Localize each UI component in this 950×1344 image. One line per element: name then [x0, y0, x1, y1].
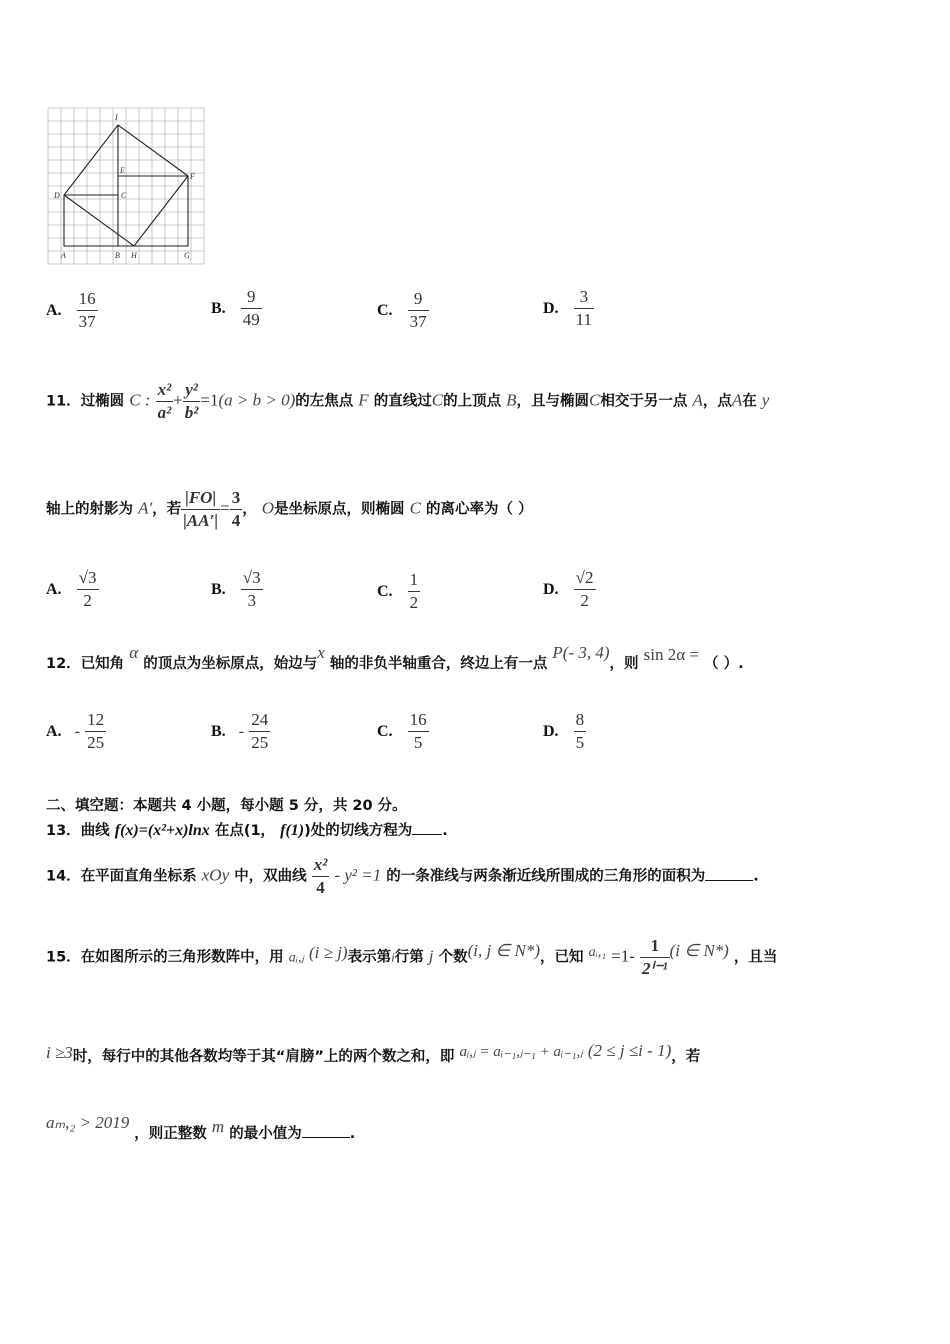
point-label-G: G	[184, 251, 190, 260]
frac-num: x²	[156, 380, 174, 402]
q11-text: ，点	[702, 393, 732, 410]
condition-i-ge-3: i ≥3	[46, 1043, 73, 1062]
option-label: C.	[377, 723, 393, 740]
point-label-H: H	[131, 251, 137, 260]
condition-1: (i ≥ j)	[308, 942, 348, 962]
a-ij: aᵢ,ⱼ	[288, 950, 304, 966]
origin-O: O	[261, 498, 275, 518]
option-label: D.	[543, 300, 559, 317]
frac-num: |FO|	[181, 488, 220, 510]
q13-text: 曲线	[80, 823, 110, 839]
option-denominator: 5	[413, 733, 423, 752]
geometry-figure	[45, 105, 207, 267]
frac-den: 4	[316, 878, 325, 897]
option-label: D.	[543, 581, 559, 598]
q13-text: )处的切线方程为	[304, 823, 413, 839]
q14-text: 的一条准线与两条渐近线所围成的三角形的面积为	[386, 868, 706, 885]
option-numerator: 8	[574, 710, 587, 732]
q11-text: 在	[742, 393, 757, 410]
condition-2: (i, j ∈ N*)	[467, 940, 540, 960]
option-denominator: 3	[247, 591, 256, 610]
q15-text: 在如图所示的三角形数阵中，用	[80, 949, 284, 966]
frac-den: 4	[231, 511, 241, 530]
option-label: C.	[377, 302, 393, 319]
hyperbola-rest: - y² =1	[334, 865, 382, 885]
option-numerator: 16	[408, 710, 429, 732]
question-number: 11．	[46, 393, 81, 410]
option-denominator: 37	[78, 312, 96, 331]
q14-line	[46, 855, 759, 898]
q15-line-1	[46, 936, 777, 979]
q11-option-c[interactable]	[377, 570, 420, 613]
option-denominator: 25	[251, 733, 269, 752]
option-denominator: 2	[409, 593, 419, 612]
q11-text: ，	[242, 501, 257, 518]
axis-y: y	[761, 390, 770, 410]
option-label: B.	[211, 723, 226, 740]
index-j: j	[428, 946, 434, 966]
q12-text: 的顶点为坐标原点，始边与	[143, 656, 318, 672]
angle-alpha: α	[129, 643, 139, 662]
q11-text: 轴上的射影为	[46, 501, 133, 518]
q11-text: 相交于另一点	[600, 393, 688, 410]
option-numerator: 16	[77, 289, 98, 311]
q15-text: 的最小值为	[229, 1126, 302, 1142]
question-number: 14．	[46, 868, 81, 885]
q15-text: 行第	[394, 949, 424, 966]
variable-m: m	[211, 1117, 225, 1136]
ellipse-C: C	[431, 390, 444, 410]
q14-end: .	[753, 868, 759, 885]
answer-blank[interactable]	[302, 1136, 350, 1138]
option-denominator: 37	[409, 312, 427, 331]
q13-end: .	[442, 823, 448, 839]
recurrence: aᵢ,ⱼ = aᵢ₋₁,ⱼ₋₁ + aᵢ₋₁,ⱼ	[459, 1044, 583, 1060]
sin-2alpha: sin 2α =	[643, 645, 699, 664]
answer-blank[interactable]	[412, 833, 442, 835]
point-A: A	[692, 390, 703, 410]
option-numerator: 24	[249, 710, 270, 732]
section-heading: 二、填空题：本题共 4 小题，每小题 5 分，共 20 分。	[46, 798, 407, 814]
q10-option-c[interactable]	[377, 289, 429, 332]
point-P: P(- 3, 4)	[552, 643, 610, 662]
option-label: A.	[46, 723, 62, 740]
a-i1: aᵢ,₁	[588, 944, 607, 960]
point-label-B: B	[115, 251, 120, 260]
q12-text: ，则	[609, 656, 639, 672]
q11-text: 过椭圆	[80, 393, 125, 410]
ellipse-C: C	[589, 390, 601, 410]
point-F: F	[358, 390, 369, 410]
q12-option-d[interactable]	[543, 710, 586, 753]
ellipse-C: C	[409, 498, 421, 518]
option-denominator: 5	[575, 733, 585, 752]
q12-option-c[interactable]	[377, 710, 429, 753]
option-denominator: 49	[242, 310, 260, 329]
option-numerator: 9	[241, 287, 262, 309]
q15-text: ，已知	[540, 949, 584, 966]
option-numerator: 1	[408, 570, 421, 592]
option-denominator: 2	[580, 591, 589, 610]
index-i: i	[391, 949, 395, 965]
answer-blank[interactable]	[705, 879, 753, 881]
option-sign: -	[74, 723, 80, 740]
q12-text: 轴的非负半轴重合，终边上有一点	[329, 656, 548, 672]
option-numerator: 9	[408, 289, 429, 311]
q12-line	[46, 643, 744, 673]
q15-text: 表示第	[347, 949, 392, 966]
question-number: 12．	[46, 656, 81, 672]
q14-text: 在平面直角坐标系	[80, 868, 197, 885]
option-numerator: √3	[241, 568, 263, 590]
q13-line	[46, 819, 448, 840]
frac-den: 2ⁱ⁻¹	[642, 959, 668, 978]
question-number: 13．	[46, 823, 81, 839]
q11-option-a[interactable]	[46, 568, 99, 611]
plus-sign: +	[173, 390, 183, 410]
option-label: A.	[46, 302, 62, 319]
point-label-C: C	[121, 191, 127, 200]
axis-x: x	[317, 643, 325, 662]
q11-line-1	[46, 380, 769, 423]
q11-text: ，若	[152, 501, 182, 518]
q11-text: 是坐标原点，则椭圆	[274, 501, 405, 518]
option-label: A.	[46, 581, 62, 598]
ellipse-name: C :	[129, 390, 151, 410]
q11-text: 的左焦点	[295, 393, 354, 410]
q12-option-b[interactable]	[211, 710, 270, 753]
equals-one: =1	[200, 390, 219, 410]
point-label-E: E	[120, 166, 125, 175]
q14-text: 中，双曲线	[234, 868, 307, 885]
q11-option-b[interactable]	[211, 568, 263, 611]
option-denominator: 25	[87, 733, 105, 752]
frac-den: a²	[157, 403, 172, 422]
q15-end: .	[349, 1126, 356, 1142]
q11-text: 的直线过	[373, 393, 432, 410]
option-denominator: 2	[83, 591, 92, 610]
q13-expression: f(x)=(x²+x)lnx	[114, 822, 210, 839]
equals-sign: =	[220, 498, 230, 518]
option-label: D.	[543, 723, 559, 740]
coordinate-system: xOy	[201, 865, 230, 885]
q13-f1: f(1)	[280, 822, 305, 839]
question-number: 15．	[46, 949, 81, 966]
q10-option-b[interactable]	[211, 287, 262, 330]
condition-3: (i ∈ N*)	[669, 940, 729, 960]
option-denominator: 11	[575, 310, 593, 329]
q12-text: （ ）.	[704, 656, 744, 672]
ellipse-condition: (a > b > 0)	[218, 390, 296, 410]
frac-num: x²	[312, 855, 330, 877]
q15-line-2	[46, 1041, 701, 1066]
q15-text: 时，每行中的其他各数均等于其“肩膀”上的两个数之和，即	[72, 1049, 455, 1065]
option-label: B.	[211, 300, 226, 317]
frac-den: |AA′|	[183, 511, 219, 530]
frac-num: y²	[183, 380, 201, 402]
q15-text: ，则正整数	[134, 1126, 207, 1142]
q15-text: ，且当	[733, 949, 778, 966]
q11-text: ，且与椭圆	[516, 393, 590, 410]
q15-text: 个数	[438, 949, 468, 966]
point-B: B	[506, 390, 517, 410]
option-numerator: 12	[85, 710, 106, 732]
q11-option-d[interactable]	[543, 568, 596, 611]
option-numerator: √3	[77, 568, 99, 590]
q15-text: ，若	[671, 1049, 701, 1065]
frac-num: 1	[640, 936, 670, 958]
q10-option-a[interactable]	[46, 289, 98, 332]
q12-option-a[interactable]	[46, 710, 106, 753]
option-label: B.	[211, 581, 226, 598]
q10-option-d[interactable]	[543, 287, 594, 330]
point-label-A: A	[61, 251, 66, 260]
equals-one-minus: =1-	[611, 946, 635, 966]
point-A-prime: A′	[138, 498, 153, 518]
frac-den: b²	[184, 403, 199, 422]
option-sign: -	[238, 723, 245, 740]
option-numerator: 3	[574, 287, 594, 309]
q11-text: 的上顶点	[443, 393, 502, 410]
option-numerator: √2	[574, 568, 596, 590]
point-label-F: F	[190, 172, 195, 181]
condition-4: (2 ≤ j ≤i - 1)	[587, 1041, 672, 1060]
q13-text: 在点(1，	[214, 823, 276, 839]
q11-text: 的离心率为（ ）	[426, 501, 533, 518]
point-label-D: D	[54, 191, 60, 200]
q15-line-3	[46, 1113, 356, 1143]
option-label: C.	[377, 583, 393, 600]
q11-line-2	[46, 488, 533, 531]
a-m2-inequality: aₘ,₂ > 2019	[46, 1113, 130, 1132]
frac-num: 3	[230, 488, 243, 510]
point-label-I: I	[115, 113, 118, 122]
q12-text: 已知角	[80, 656, 125, 672]
point-A: A	[731, 390, 743, 410]
